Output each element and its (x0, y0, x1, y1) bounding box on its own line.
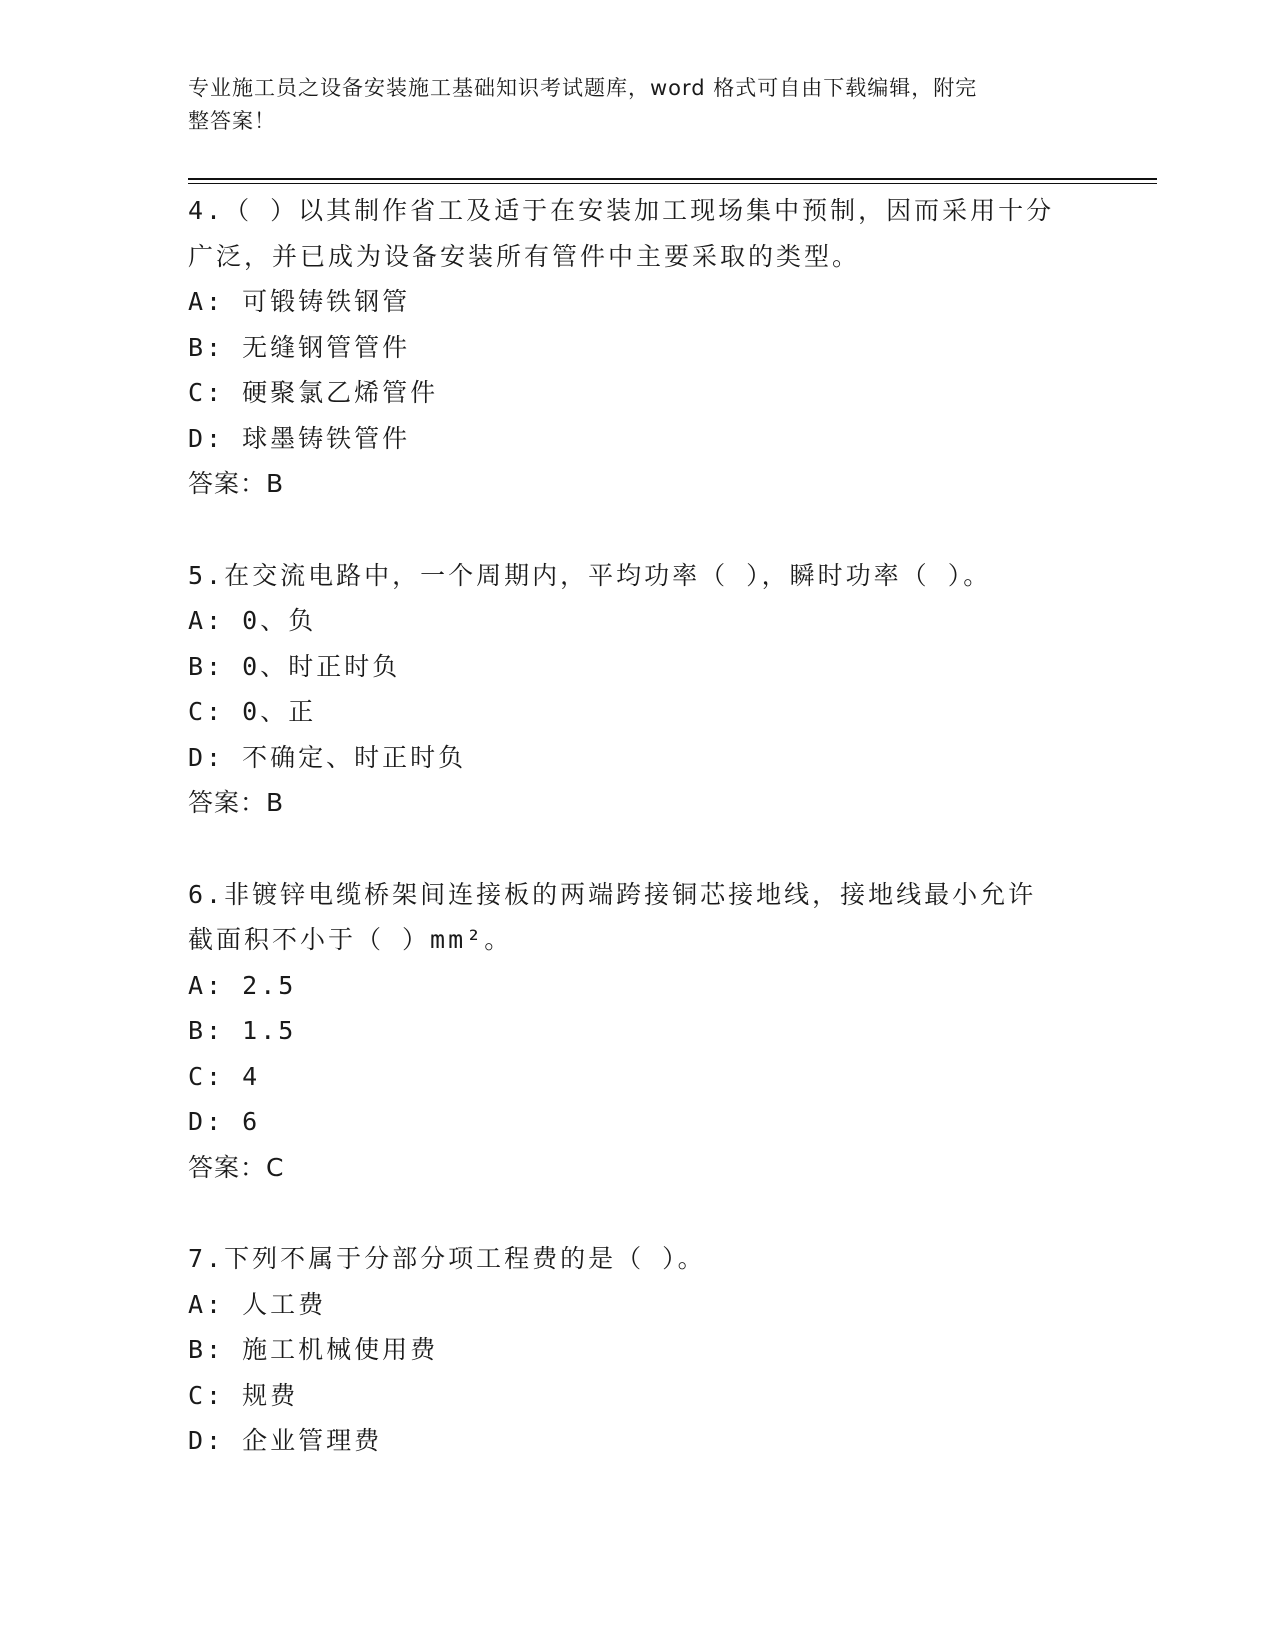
spacer (188, 1190, 1088, 1236)
question-item (188, 1236, 1088, 1464)
question-stem-continued: 广泛，并已成为设备安装所有管件中主要采取的类型。 (188, 241, 861, 271)
option-d: D: 6 (188, 1107, 261, 1136)
header-divider-thick (188, 178, 1157, 180)
question-item (188, 188, 1088, 507)
option-d: D: 球墨铸铁管件 (188, 423, 411, 453)
option-c: C: 4 (188, 1061, 261, 1091)
question-stem: 7.下列不属于分部分项工程费的是（ ）。 (188, 1244, 706, 1273)
option-a: A: 2.5 (188, 970, 297, 1000)
option-c: C: 硬聚氯乙烯管件 (188, 378, 439, 407)
answer-line: 答案：B (188, 469, 285, 498)
option-b: B: 施工机械使用费 (188, 1335, 439, 1364)
option-c: C: 0、正 (188, 697, 317, 726)
question-stem: 6.非镀锌电缆桥架间连接板的两端跨接铜芯接地线，接地线最小允许 (188, 879, 1037, 909)
header-line-1: 专业施工员之设备安装施工基础知识考试题库，word 格式可自由下载编辑，附完 (188, 76, 978, 100)
option-c: C: 规费 (188, 1380, 299, 1410)
question-item (188, 872, 1088, 1191)
question-item (188, 553, 1088, 826)
option-b: B: 1.5 (188, 1016, 297, 1045)
spacer (188, 507, 1088, 553)
question-stem: 5.在交流电路中，一个周期内，平均功率（ ），瞬时功率（ ）。 (188, 560, 992, 590)
option-b: B: 0、时正时负 (188, 651, 401, 681)
answer-line: 答案：B (188, 788, 285, 817)
header-divider-thin (188, 183, 1157, 184)
option-a: A: 0、负 (188, 606, 317, 635)
question-stem: 4.（ ）以其制作省工及适于在安装加工现场集中预制，因而采用十分 (188, 196, 1055, 225)
option-d: D: 企业管理费 (188, 1426, 383, 1455)
answer-line: 答案：C (188, 1152, 285, 1182)
option-d: D: 不确定、时正时负 (188, 742, 467, 772)
question-list (188, 188, 1088, 1464)
option-a: A: 可锻铸铁钢管 (188, 287, 411, 316)
question-stem-continued: 截面积不小于（ ）mm²。 (188, 925, 513, 954)
spacer (188, 826, 1088, 872)
option-a: A: 人工费 (188, 1289, 327, 1319)
option-b: B: 无缝钢管管件 (188, 332, 411, 362)
document-header (188, 72, 1068, 138)
header-line-2: 整答案！ (188, 109, 276, 133)
